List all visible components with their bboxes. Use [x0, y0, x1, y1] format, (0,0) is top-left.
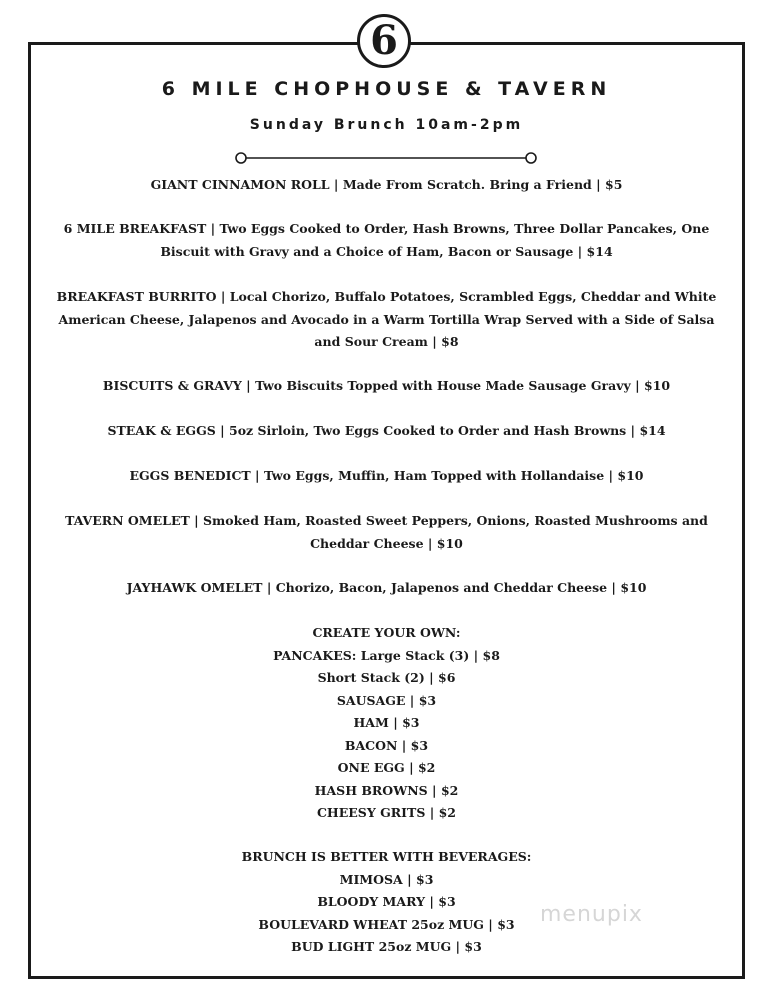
brunch-hours: Sunday Brunch 10am-2pm [249, 117, 524, 133]
list-item: BUD LIGHT 25oz MUG | $3 [291, 939, 482, 954]
list-item: CHEESY GRITS | $2 [316, 805, 456, 820]
list-item: HASH BROWNS | $2 [314, 782, 459, 798]
item-tavern-omelet: TAVERN OMELET | Smoked Ham, Roasted Sweet Peppers, Onions, Roasted Mushrooms and Cheddar Cheese | $10 [65, 513, 708, 551]
create-your-own-section [50, 622, 723, 825]
watermark: menupix [540, 902, 643, 927]
create-your-own-heading: CREATE YOUR OWN: [312, 625, 461, 640]
item-steak-eggs: STEAK & EGGS | 5oz Sirloin, Two Eggs Cooked to Order and Hash Browns | $14 [107, 423, 666, 438]
list-item: BOULEVARD WHEAT 25oz MUG | $3 [258, 916, 515, 932]
item-jayhawk-omelet: JAYHAWK OMELET | Chorizo, Bacon, Jalapenos and Cheddar Cheese | $10 [126, 580, 647, 595]
logo-glyph: 6 [370, 17, 398, 64]
menu-item [50, 510, 723, 555]
list-item: PANCAKES: Large Stack (3) | $8 [273, 647, 500, 663]
item-eggs-benedict: EGGS BENEDICT | Two Eggs, Muffin, Ham Topped with Hollandaise | $10 [129, 468, 644, 483]
menu-item [50, 465, 723, 488]
restaurant-title: 6 MILE CHOPHOUSE & TAVERN [161, 78, 612, 100]
menu-item [50, 375, 723, 398]
list-item: BACON | $3 [344, 737, 429, 753]
item-cinnamon-roll: GIANT CINNAMON ROLL | Made From Scratch. Bring a Friend | $5 [150, 177, 623, 192]
logo-badge [357, 14, 411, 68]
item-biscuits-gravy: BISCUITS & GRAVY | Two Biscuits Topped with House Made Sausage Gravy | $10 [102, 378, 671, 393]
list-item: SAUSAGE | $3 [336, 692, 437, 708]
divider-ornament [235, 150, 537, 166]
menu-item [50, 420, 723, 443]
list-item: Short Stack (2) | $6 [317, 670, 456, 685]
beverages-heading: BRUNCH IS BETTER WITH BEVERAGES: [241, 849, 532, 864]
list-item: MIMOSA | $3 [339, 871, 434, 887]
list-item: BLOODY MARY | $3 [317, 894, 456, 909]
menu-item [50, 286, 723, 354]
menu-item [50, 577, 723, 600]
list-item: ONE EGG | $2 [337, 760, 436, 775]
menu-item [50, 174, 723, 197]
list-item: HAM | $3 [353, 715, 420, 730]
item-breakfast-burrito: BREAKFAST BURRITO | Local Chorizo, Buffalo Potatoes, Scrambled Eggs, Cheddar and White American Cheese, Jalapenos and Avocado in a Warm Tortilla Wrap Served with a Side of Salsa and Sour Cream | $8 [56, 289, 717, 349]
menu-item [50, 218, 723, 263]
item-6-mile-breakfast: 6 MILE BREAKFAST | Two Eggs Cooked to Order, Hash Browns, Three Dollar Pancakes, One Biscuit with Gravy and a Choice of Ham, Bacon or Sausage | $14 [63, 221, 710, 259]
